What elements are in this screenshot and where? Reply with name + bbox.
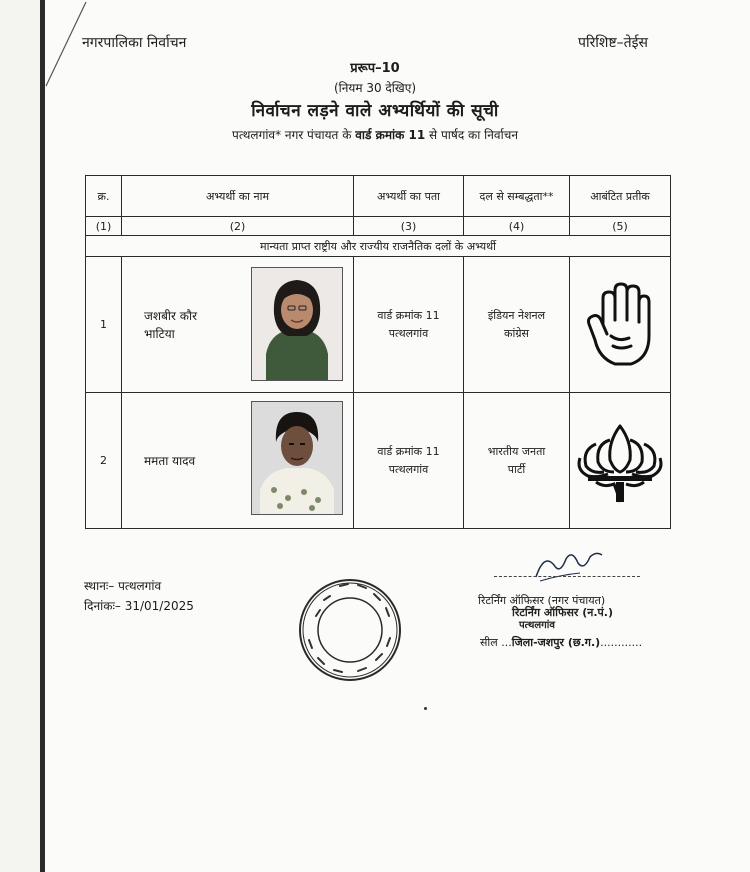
candidate-photo	[251, 267, 343, 381]
column-number: (4)	[464, 217, 570, 236]
document-subtitle: पत्थलगांव* नगर पंचायत के वार्ड क्रमांक 11 से पार्षद का निर्वाचन	[232, 128, 518, 142]
column-number: (1)	[86, 217, 122, 236]
returning-officer-place-stamp: पत्थलगांव	[519, 620, 555, 631]
candidate-name-cell	[122, 393, 354, 529]
column-number: (3)	[354, 217, 464, 236]
candidate-name-cell	[122, 257, 354, 393]
party-affiliation: इंडियन नेशनल कांग्रेस	[464, 257, 570, 393]
candidate-photo	[251, 401, 343, 515]
scan-speck	[424, 707, 427, 710]
serial-number: 2	[86, 393, 122, 529]
symbol-cell	[570, 257, 671, 393]
signature-line	[494, 576, 640, 577]
header-left: नगरपालिका निर्वाचन	[82, 35, 187, 51]
rule-reference: (नियम 30 देखिए)	[333, 81, 417, 95]
candidate-name: जशबीर कौर भाटिया	[144, 308, 197, 341]
header-address: अभ्यर्थी का पता	[354, 176, 464, 217]
candidate-address: वार्ड क्रमांक 11 पत्थलगांव	[354, 393, 464, 529]
returning-officer-stamp: रिटर्निंग ऑफिसर (न.पं.)	[512, 606, 613, 619]
office-seal-stamp	[296, 576, 404, 684]
document-title: निर्वाचन लड़ने वाले अभ्यर्थियों की सूची	[251, 101, 499, 121]
header-party: दल से सम्बद्धता**	[464, 176, 570, 217]
candidate-photo-image	[252, 268, 342, 380]
returning-officer-label: रिटर्निंग ऑफिसर (नगर पंचायत)	[478, 594, 606, 607]
header-symbol: आबंटित प्रतीक	[570, 176, 671, 217]
column-number-row	[86, 217, 671, 236]
candidate-address: वार्ड क्रमांक 11 पत्थलगांव	[354, 257, 464, 393]
section-row	[86, 236, 671, 257]
header-serial: क्र.	[86, 176, 122, 217]
column-number: (2)	[122, 217, 354, 236]
header-right: परिशिष्ट–तेईस	[578, 35, 648, 51]
hand-symbol-icon	[585, 280, 655, 370]
candidate-photo-image	[252, 402, 342, 514]
lotus-symbol-icon	[574, 418, 666, 504]
section-title: मान्यता प्राप्त राष्ट्रीय और राज्यीय राजनैतिक दलों के अभ्यर्थी	[86, 236, 671, 257]
date-label: दिनांकः– 31/01/2025	[84, 599, 194, 613]
serial-number: 1	[86, 257, 122, 393]
table-header-row	[86, 176, 671, 217]
seal-label: सील ...जिला-जशपुर (छ.ग.)............	[480, 636, 643, 649]
candidate-name: ममता यादव	[144, 453, 196, 468]
form-number: प्ररूप–10	[350, 61, 400, 76]
place-label: स्थानः– पत्थलगांव	[84, 579, 162, 593]
symbol-cell	[570, 393, 671, 529]
signature	[530, 545, 605, 585]
candidate-table	[85, 175, 671, 529]
table-row	[86, 257, 671, 393]
column-number: (5)	[570, 217, 671, 236]
party-affiliation: भारतीय जनता पार्टी	[464, 393, 570, 529]
table-row	[86, 393, 671, 529]
header-name: अभ्यर्थी का नाम	[122, 176, 354, 217]
